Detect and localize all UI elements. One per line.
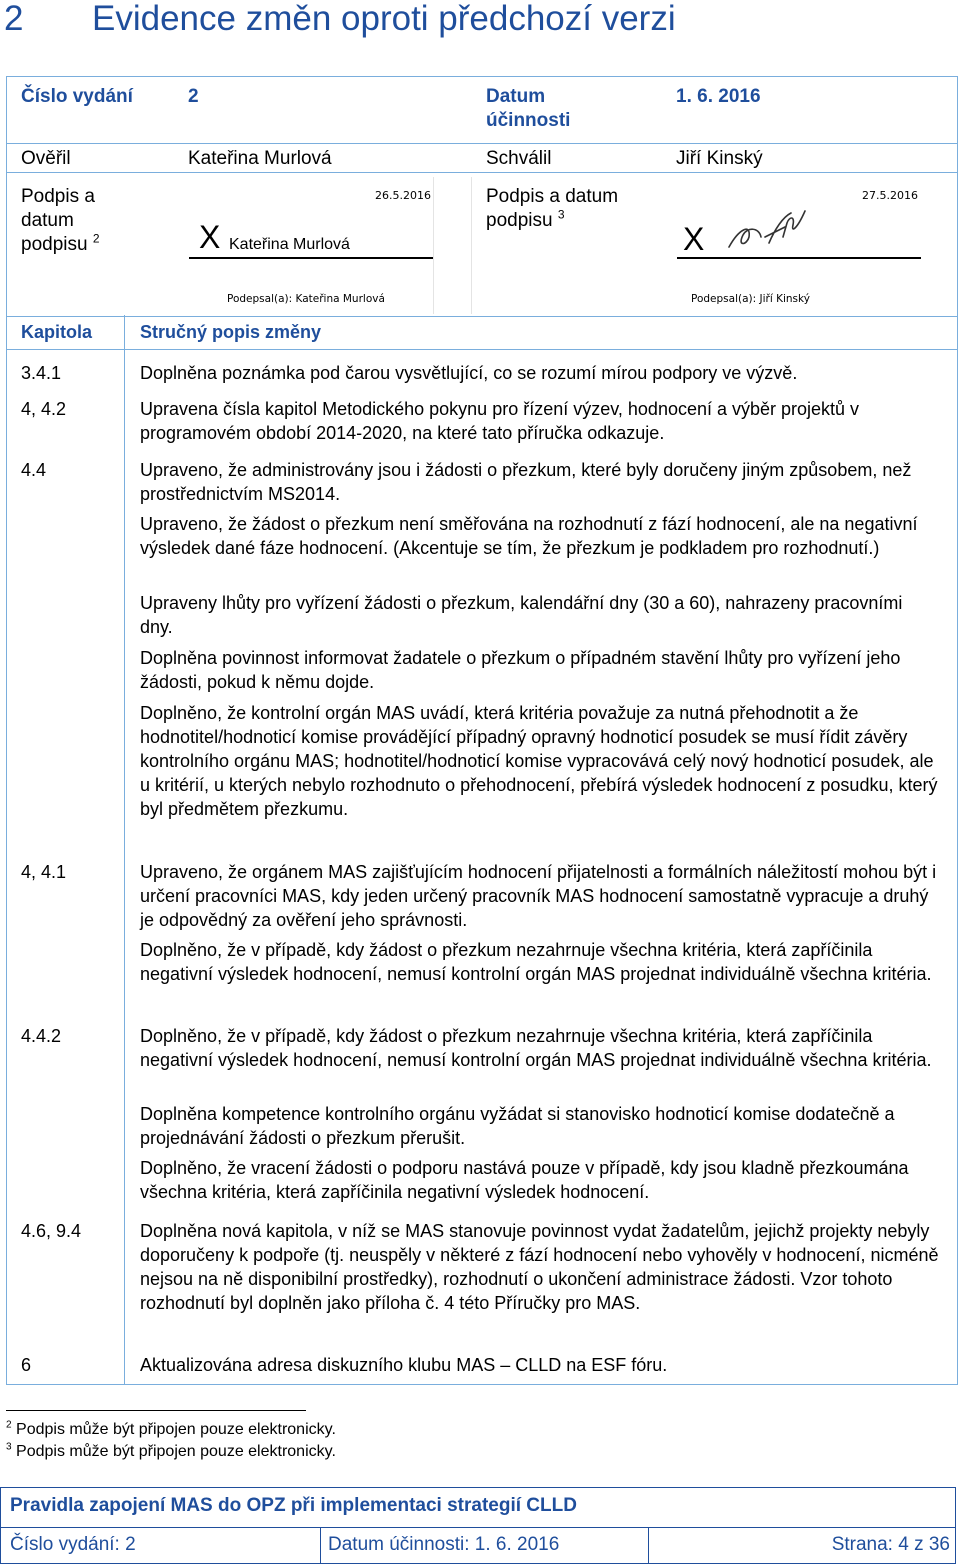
info-row-divider: [7, 172, 957, 173]
change-description: Upraveno, že orgánem MAS zajišťujícím hodnocení přijatelnosti a formálních náležitostí mohou být i určení pracovníci MAS, kdy jeden určený pracovník MAS hodnocení samostatně vypracuje a druhý je odpovědný za ověření jeho správnosti.: [140, 862, 937, 930]
footer-issue: Číslo vydání: 2: [10, 1534, 136, 1555]
change-description: Doplněna nová kapitola, v níž se MAS stanovuje povinnost vydat žadatelům, jejichž projekty nebyly doporučeny k podpoře (tj. neuspěly v některé z fází hodnocení nebo vyhověly v hodnocení, nicméně nejsou na ně disponibilní prostředky), rozhodnutí o ukončení administrace žádosti. Vzor tohoto rozhodnutí byl doplněn jako příloha č. 4 této Příručky pro MAS.: [140, 1221, 939, 1313]
column-header-description: Stručný popis změny: [140, 322, 322, 342]
change-description: Doplněna kompetence kontrolního orgánu vyžádat si stanovisko hodnoticí komise dodatečně a projednávání žádosti o přezkum přerušit.: [140, 1104, 895, 1148]
issue-label: Číslo vydání: [21, 86, 133, 107]
issue-value: 2: [188, 86, 199, 107]
change-description: Doplněno, že v případě, kdy žádost o přezkum nezahrnuje všechna kritéria, která zapříčinila negativní výsledek hodnocení, nemusí kontrolní orgán MAS projednat individuálně všechna kritéria.: [140, 1026, 932, 1070]
change-chapter: 4.4: [21, 460, 47, 480]
change-description: Upraveny lhůty pro vyřízení žádosti o přezkum, kalendářní dny (30 a 60), nahrazeny pracovními dny.: [140, 593, 903, 637]
signature-date: 27.5.2016: [862, 189, 918, 202]
change-chapter: 3.4.1: [21, 363, 62, 383]
handwritten-signature-icon: [725, 207, 815, 255]
footnote: $^3$ Podpis může být připojen pouze elektronicky.: [6, 1441, 336, 1460]
change-description: Doplněna poznámka pod čarou vysvětlující, co se rozumí mírou podpory ve výzvě.: [140, 363, 798, 383]
signature-box-edge: [433, 177, 434, 314]
signature-x-mark: X: [199, 219, 221, 255]
info-row-divider: [7, 143, 957, 144]
column-header-chapter: Kapitola: [21, 322, 93, 342]
footnote-separator: [6, 1410, 306, 1411]
change-description: Doplněno, že vracení žádosti o podporu nastává pouze v případě, kdy jsou kladně přezkoumána všechna kritéria, která zapříčinila negativní výsledek hodnocení.: [140, 1158, 909, 1202]
document-info-table: [6, 76, 958, 317]
signature-label-verifier: Podpis a datum podpisu $^2$: [21, 186, 100, 255]
change-chapter: 6: [21, 1355, 32, 1375]
signature-printed-name: Kateřina Murlová: [229, 236, 350, 253]
verified-label: Ověřil: [21, 148, 71, 169]
change-description: Aktualizována adresa diskuzního klubu MAS – CLLD na ESF fóru.: [140, 1355, 668, 1375]
header-row-divider: [7, 349, 957, 350]
signature-caption: Podepsal(a): Kateřina Murlová: [227, 293, 385, 305]
signature-date: 26.5.2016: [375, 189, 431, 202]
signature-line: [677, 257, 921, 259]
change-description: Doplněna povinnost informovat žadatele o přezkum o případném stavění lhůty pro vyřízení jeho žádosti, pokud k němu dojde.: [140, 648, 901, 692]
signature-box-edge: [471, 177, 472, 314]
footer-document-title: Pravidla zapojení MAS do OPZ při implementaci strategií CLLD: [10, 1495, 577, 1516]
column-divider: [124, 315, 125, 1384]
section-heading: [4, 0, 676, 44]
change-description: Upravena čísla kapitol Metodického pokynu pro řízení výzev, hodnocení a výběr projektů v programovém období 2014-2020, na které tato příručka odkazuje.: [140, 399, 860, 443]
footer-page-number: Strana: 4 z 36: [831, 1534, 950, 1555]
effective-label: Datum účinnosti: [486, 86, 571, 131]
signature-label-approver: Podpis a datum podpisu $^3$: [486, 186, 619, 231]
change-chapter: 4.6, 9.4: [21, 1221, 82, 1241]
change-description: Doplněno, že v případě, kdy žádost o přezkum nezahrnuje všechna kritéria, která zapříčinila negativní výsledek hodnocení, nemusí kontrolní orgán MAS projednat individuálně všechna kritéria.: [140, 940, 932, 984]
effective-value: 1. 6. 2016: [676, 86, 761, 107]
change-chapter: 4.4.2: [21, 1026, 62, 1046]
signature-box-approver[interactable]: [675, 177, 925, 314]
section-title: Evidence změn oproti předchozí verzi: [92, 0, 676, 38]
change-description: Doplněno, že kontrolní orgán MAS uvádí, která kritéria považuje za nutná přehodnotit a že hodnotitel/hodnoticí komise provádějící případný opravný hodnoticí posudek se musí řídit závěry kontrolního orgánu MAS; hodnotitel/hodnoticí komise vypracovává celý nový hodnoticí posudek, ale u kritérií, u kterých nebylo rozhodnuto o přehodnocení, přebírá výsledek hodnocení z posudku, který byl předmětem přezkumu.: [140, 703, 938, 819]
footnote: $^2$ Podpis může být připojen pouze elektronicky.: [6, 1419, 336, 1438]
signature-line: [189, 257, 433, 259]
footer-effective-date: Datum účinnosti: 1. 6. 2016: [328, 1534, 560, 1555]
verified-value: Kateřina Murlová: [188, 148, 332, 169]
change-chapter: 4, 4.2: [21, 399, 67, 419]
change-description: Upraveno, že žádost o přezkum není směřována na rozhodnutí z fází hodnocení, ale na negativní výsledek dané fáze hodnocení. (Akcentuje se tím, že přezkum je podkladem pro rozhodnutí.): [140, 514, 918, 558]
signature-x-mark: X: [683, 221, 705, 257]
change-log-table: [6, 315, 958, 1385]
approved-value: Jiří Kinský: [676, 148, 763, 169]
signature-box-verifier[interactable]: [187, 177, 437, 314]
section-number: 2: [4, 0, 24, 38]
page-footer: [0, 1487, 960, 1564]
change-chapter: 4, 4.1: [21, 862, 67, 882]
signature-caption: Podepsal(a): Jiří Kinský: [691, 293, 810, 305]
approved-label: Schválil: [486, 148, 552, 169]
change-description: Upraveno, že administrovány jsou i žádosti o přezkum, které byly doručeny jiným způsobem, než prostřednictvím MS2014.: [140, 460, 912, 504]
